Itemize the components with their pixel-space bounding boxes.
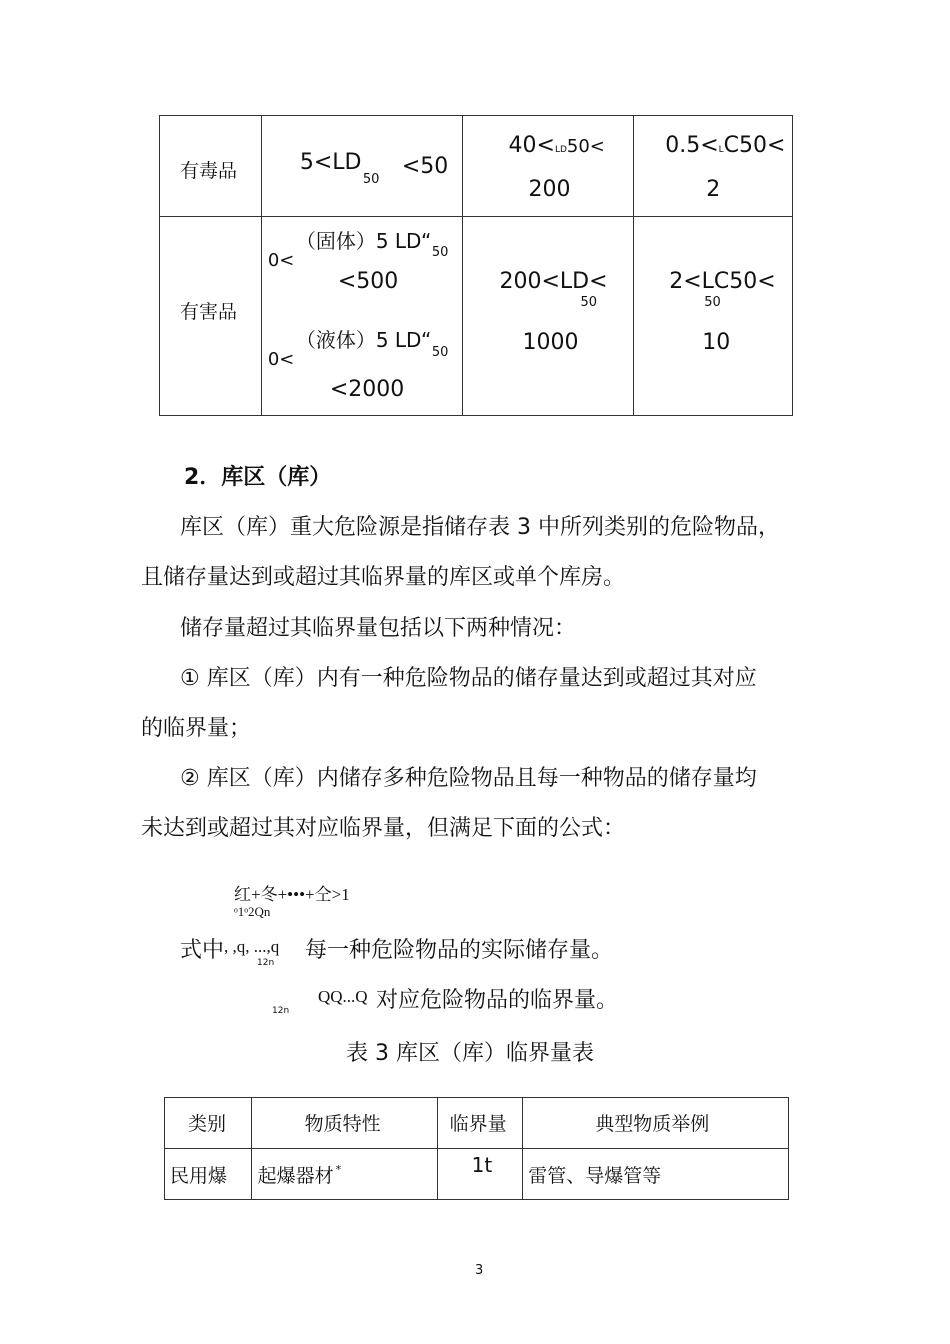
property-mark: *: [335, 1163, 342, 1176]
where-subscript: 12n: [257, 958, 275, 968]
column-header: [437, 1098, 523, 1149]
quantity-cell: 1t: [471, 1153, 493, 1177]
cell-value: 2: [706, 177, 721, 202]
table-header-row: [165, 1098, 789, 1149]
property-cell: 起爆器材: [257, 1165, 334, 1187]
table-cell: [634, 116, 793, 217]
row-label: 有毒品: [180, 160, 238, 182]
cell-value: （液体）5 LD“: [295, 328, 432, 352]
column-header: [251, 1098, 437, 1149]
where-prefix: 式中: [180, 938, 225, 963]
cell-value: 10: [702, 330, 731, 355]
examples-cell: 雷管、导爆管等: [528, 1165, 662, 1187]
category-cell: 民用爆: [170, 1165, 228, 1187]
cell-subscript: 50: [580, 295, 598, 310]
cell-value: 2<LC50<: [669, 269, 776, 294]
column-header-label: 物质特性: [304, 1113, 381, 1135]
q-variables: QQ...Q: [318, 987, 368, 1006]
cell-text-tiny: LD: [554, 145, 567, 155]
cell-text: 50<: [566, 136, 605, 157]
table-cell: [462, 217, 634, 416]
table-cell: [160, 217, 262, 416]
where-description: 每一种危险物品的实际储存量。: [305, 938, 614, 963]
page-number: 3: [475, 1263, 484, 1278]
cell-value: 5<LD: [299, 150, 362, 175]
paragraph-line: 库区（库）重大危险源是指储存表 3 中所列类别的危险物品，: [180, 515, 780, 540]
q-description: 对应危险物品的临界量。: [376, 988, 619, 1013]
row-label: 有害品: [180, 301, 238, 323]
paragraph-line: 储存量超过其临界量包括以下两种情况：: [180, 616, 577, 641]
critical-quantity-table: [164, 1097, 789, 1200]
table-cell: [634, 217, 793, 416]
cell-text: C50<: [723, 133, 786, 158]
table-cell: [462, 116, 634, 217]
table-cell: [261, 217, 462, 416]
cell-value: [509, 133, 605, 158]
list-item-line: ② 库区（库）内储存多种危险物品且每一种物品的储存量均: [180, 766, 757, 791]
table-cell: [165, 1149, 252, 1200]
table-cell: [251, 1149, 437, 1200]
section-heading: 2．库区（库）: [184, 465, 332, 490]
cell-subscript: 50: [362, 172, 380, 187]
table-row: [165, 1149, 789, 1200]
where-variables: , ,q, ...,q: [224, 937, 280, 956]
formula-top: 红+冬+•••+仝>1: [234, 885, 350, 904]
formula-bottom: ᵒ1ᵒ2Qn: [234, 904, 271, 919]
cell-subscript: 50: [431, 245, 449, 260]
list-item-line: 的临界量；: [141, 716, 252, 741]
table-cell: [160, 116, 262, 217]
cell-text: 0.5<: [665, 133, 719, 158]
cell-value: 1000: [522, 330, 579, 355]
cell-value: 200: [528, 177, 571, 202]
cell-subscript: 50: [431, 345, 449, 360]
cell-value-clipped: 0<: [267, 349, 295, 370]
cell-text: 40<: [508, 133, 555, 158]
column-header-label: 类别: [188, 1113, 227, 1135]
cell-value: （固体）5 LD“: [295, 229, 432, 253]
cell-value: [665, 133, 785, 158]
table-row: [160, 217, 793, 416]
table-caption: 表 3 库区（库）临界量表: [346, 1041, 594, 1066]
column-header: [523, 1098, 789, 1149]
table-row: [160, 116, 793, 217]
cell-subscript: 50: [704, 295, 721, 310]
column-header-label: 典型物质举例: [595, 1113, 710, 1135]
paragraph-line: 且储存量达到或超过其临界量的库区或单个库房。: [141, 565, 626, 590]
toxicity-table: [159, 115, 793, 416]
cell-value: <50: [401, 154, 449, 179]
list-item-line: 未达到或超过其对应临界量，但满足下面的公式：: [141, 816, 626, 841]
column-header-label: 临界量: [449, 1113, 507, 1135]
cell-value: 200<LD<: [499, 269, 608, 294]
q-subscript: 12n: [272, 1006, 290, 1016]
table-cell: [523, 1149, 789, 1200]
table-cell: [261, 116, 462, 217]
cell-value: <500: [337, 269, 399, 294]
column-header: [165, 1098, 252, 1149]
cell-value: <2000: [329, 377, 405, 402]
list-item-line: ① 库区（库）内有一种危险物品的储存量达到或超过其对应: [180, 666, 757, 691]
cell-value-clipped: 0<: [267, 250, 295, 271]
cell-text-tiny: L: [718, 145, 724, 155]
table-cell: [437, 1149, 523, 1200]
